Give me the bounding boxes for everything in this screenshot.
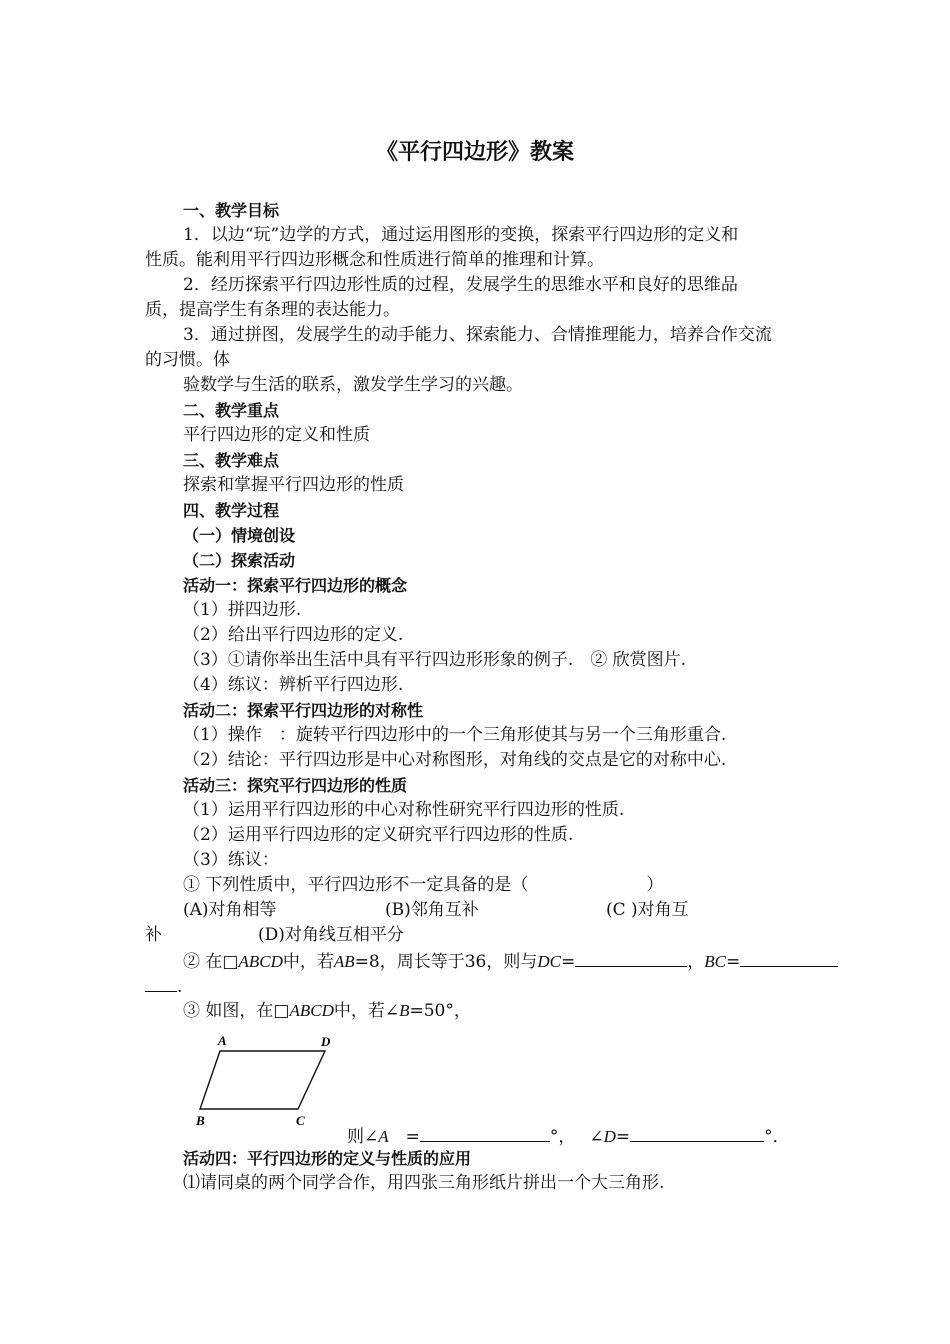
vertex-label-b: B [196,1113,205,1128]
question-text: ， [687,952,705,972]
paragraph-line: 质，提高学生有条理的表达能力。 [145,300,400,320]
question-text: ③ 如图，在 [183,1001,274,1021]
answer-blank-angle-a[interactable] [420,1123,550,1142]
question-3 [183,998,863,1024]
question-text: ∠ [589,1127,604,1147]
question-text: 则∠ [347,1127,379,1147]
subsection-heading: （二）探索活动 [183,551,296,570]
question-text: ② 在 [183,952,223,972]
parallelogram-symbol: □ [222,952,239,972]
question-text: 中，若 [282,952,334,972]
question-text: = [388,1127,420,1147]
question-1-options [183,898,863,923]
figure-name: ABCD [289,1001,334,1020]
option-c-wrap: 补 [145,925,162,945]
option-c: (C )对角互 [606,900,689,920]
parallelogram-shape [200,1051,325,1109]
segment-dc: DC [537,952,561,971]
section-heading-process: 四、教学过程 [183,501,280,520]
paragraph-line: 3．通过拼图，发展学生的动手能力、探索能力、合情推理能力，培养合作交流 [183,325,772,345]
vertex-label-a: A [218,1033,227,1048]
list-item: （1）操作 ：旋转平行四边形中的一个三角形使其与另一个三角形重合. [183,725,727,745]
angle-b: B [399,1001,410,1020]
question-text: °． [764,1127,790,1147]
option-a: (A)对角相等 [183,900,277,920]
question-text: °， [549,1127,576,1147]
answer-blank-dc[interactable] [575,948,687,967]
paragraph-line: 1．以边“玩”边学的方式，通过运用图形的变换，探索平行四边形的定义和 [183,225,739,245]
question-text: = [560,952,576,972]
paragraph-line: 的习惯。体 [145,350,230,370]
question-text: . [177,977,183,997]
list-item: （2）运用平行四边形的定义研究平行四边形的性质. [183,825,574,845]
question-1 [183,873,863,898]
parallelogram-symbol: □ [273,1001,290,1021]
angle-a: A [378,1127,389,1146]
answer-blank-bc[interactable] [740,948,838,967]
paragraph-line: 探索和掌握平行四边形的性质 [183,475,404,495]
paragraph-line: 性质。能利用平行四边形概念和性质进行简单的推理和计算。 [145,250,604,270]
answer-paren-close: ） [646,875,664,895]
section-heading-objectives: 一、教学目标 [183,201,280,220]
segment-ab: AB [333,952,355,971]
segment-bc: BC [704,952,726,971]
answer-blank-angle-d[interactable] [630,1123,764,1142]
paragraph-line: 平行四边形的定义和性质 [183,425,370,445]
list-item: （3）练议： [183,850,279,870]
list-item: （4）练议：辨析平行四边形. [183,675,404,695]
vertex-label-d: D [321,1034,331,1049]
question-text: 中，若∠ [333,1001,400,1021]
option-d: (D)对角线互相平分 [258,925,404,945]
figure-name: ABCD [238,952,283,971]
section-heading-key-points: 二、教学重点 [183,401,280,420]
activity-heading: 活动一：探索平行四边形的概念 [183,576,408,595]
question-text: =8，周长等于36，则与 [354,952,538,972]
question-text: = [725,952,741,972]
option-b: (B)邻角互补 [385,900,479,920]
activity-heading: 活动四：平行四边形的定义与性质的应用 [183,1149,472,1168]
activity-heading: 活动三：探究平行四边形的性质 [183,776,408,795]
list-item: （1）运用平行四边形的中心对称性研究平行四边形的性质. [183,800,625,820]
list-item: （2）结论：平行四边形是中心对称图形，对角线的交点是它的对称中心. [183,750,727,770]
question-text: = [615,1127,631,1147]
subsection-heading: （一）情境创设 [183,526,296,545]
vertex-label-c: C [296,1113,305,1128]
activity-heading: 活动二：探索平行四边形的对称性 [183,701,424,720]
document-title: 《平行四边形》教案 [375,140,574,165]
question-2-cont [145,973,825,1000]
question-text: =50°， [409,1001,471,1021]
paragraph-line: 2．经历探索平行四边形性质的过程，发展学生的思维水平和良好的思维品 [183,275,738,295]
parallelogram-figure [190,1033,350,1133]
angle-d: D [603,1127,616,1146]
question-1-options-cont [145,923,825,948]
answer-blank-bc-cont[interactable] [145,973,177,992]
question-stem: ① 下列性质中，平行四边形不一定具备的是（ [183,875,529,895]
list-item: （3）①请你举出生活中具有平行四边形形象的例子. ② 欣赏图片. [183,650,687,670]
list-item: （1）拼四边形. [183,600,302,620]
section-heading-difficulties: 三、教学难点 [183,451,280,470]
list-item: （2）给出平行四边形的定义. [183,625,404,645]
paragraph-line: 验数学与生活的联系，激发学生学习的兴趣。 [183,375,523,395]
list-item: ⑴请同桌的两个同学合作，用四张三角形纸片拼出一个大三角形. [183,1173,665,1193]
question-2 [183,948,863,975]
